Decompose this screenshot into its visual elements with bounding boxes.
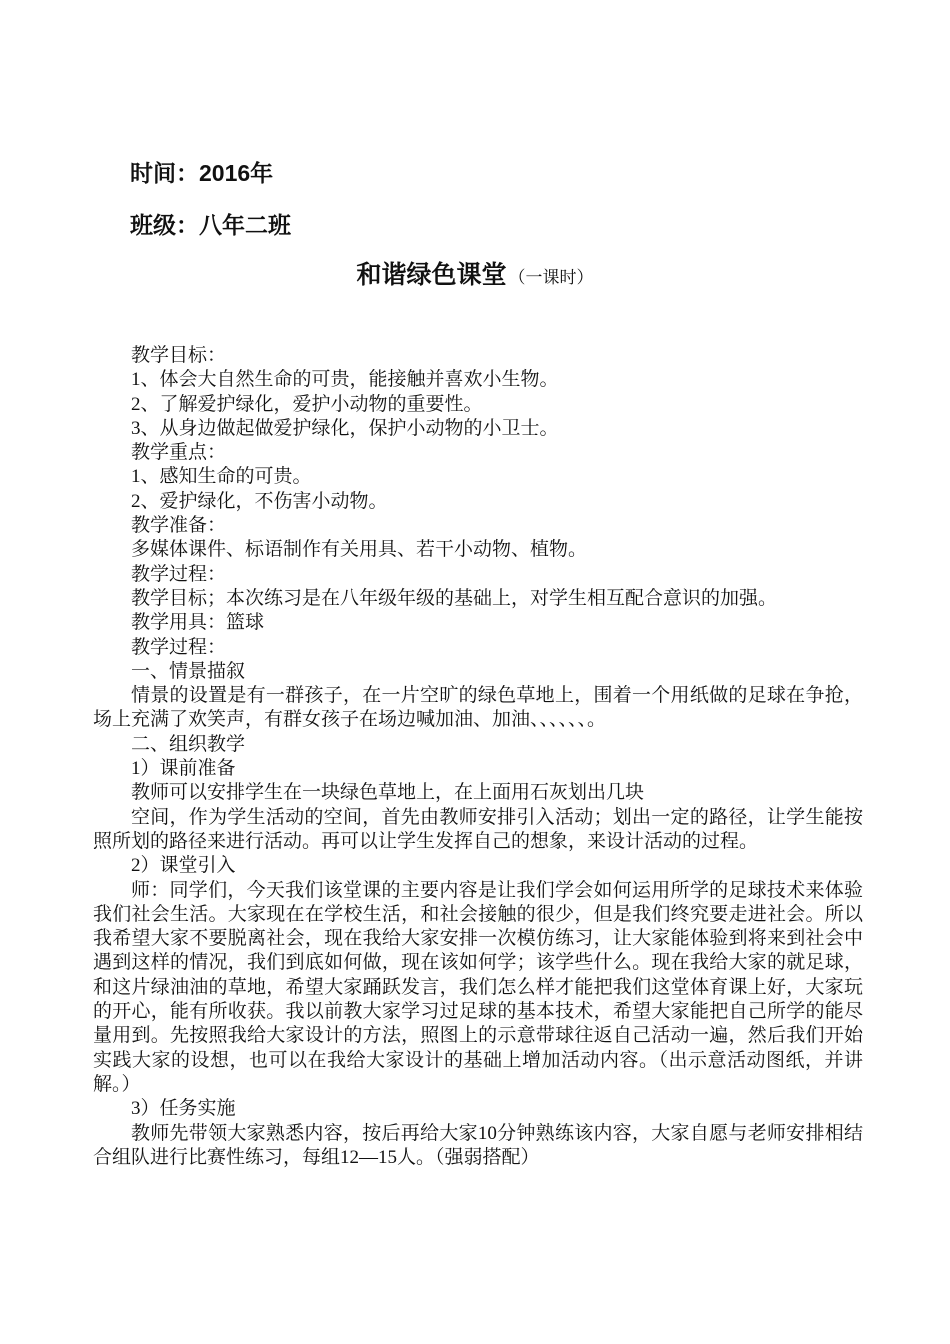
paragraph: 多媒体课件、标语制作有关用具、若干小动物、植物。 — [131, 539, 588, 561]
paragraph: 教师可以安排学生在一块绿色草地上，在上面用石灰划出几块 — [131, 782, 645, 804]
paragraph: 3、从身边做起做爱护绿化，保护小动物的小卫士。 — [131, 417, 559, 439]
paragraph: 空间，作为学生活动的空间，首先由教师安排引入活动；划出一定的路径，让学生能按照所划的路径来进行活动。再可以让学生发挥自己的想象，来设计活动的过程。 — [93, 806, 863, 852]
paragraph: 教学目标： — [131, 345, 227, 366]
paragraph: 一、情景描叙 — [131, 660, 246, 682]
paragraph: 1、感知生命的可贵。 — [131, 466, 312, 488]
paragraph: 教师先带领大家熟悉内容，按后再给大家10分钟熟练该内容，大家自愿与老师安排相结合组队进行比赛性练习，每组12—15人。（强弱搭配） — [93, 1122, 863, 1168]
paragraph: 二、组织教学 — [131, 733, 246, 755]
time-line: 时间：2016年 — [130, 160, 274, 186]
paragraph: 教学重点： — [131, 442, 227, 464]
paragraph: 2、爱护绿化，不伤害小动物。 — [131, 490, 388, 512]
paragraph: 情景的设置是有一群孩子，在一片空旷的绿色草地上，围着一个用纸做的足球在争抢，场上充满了欢笑声，有群女孩子在场边喊加油、加油、、、、、、。 — [93, 685, 863, 731]
paragraph: 教学目标；本次练习是在八年级年级的基础上，对学生相互配合意识的加强。 — [131, 587, 778, 609]
paragraph: 2、了解爱护绿化，爱护小动物的重要性。 — [131, 393, 483, 415]
paragraph: 师：同学们，今天我们该堂课的主要内容是让我们学会如何运用所学的足球技术来体验我们社会生活。大家现在在学校生活，和社会接触的很少，但是我们终究要走进社会。所以我希望大家不要脱离社会，现在我给大家安排一次模仿练习，让大家能体验到将来到社会中遇到这样的情况，我们到底如何做，现在该如何学；该学些什么。现在我给大家的就足球，和这片绿油油的草地，希望大家踊跃发言，我们怎么样才能把我们这堂体育课上好，大家玩的开心，能有所收获。我以前教大家学习过足球的基本技术，希望大家能把自己所学的能尽量用到。先按照我给大家设计的方法，照图上的示意带球往返自己活动一遍，然后我们开始实践大家的设想，也可以在我给大家设计的基础上增加活动内容。（出示意活动图纸，并讲解。） — [93, 879, 863, 1095]
paragraph: 教学过程： — [131, 636, 227, 658]
paragraph: 教学准备： — [131, 515, 227, 537]
paragraph: 教学过程： — [131, 563, 227, 585]
title-subtitle: （一课时） — [508, 268, 594, 287]
body-text — [93, 344, 863, 1170]
document-title — [0, 259, 950, 294]
paragraph: 1）课前准备 — [131, 758, 236, 780]
paragraph: 2）课堂引入 — [131, 855, 236, 877]
paragraph: 3）任务实施 — [131, 1098, 236, 1120]
paragraph: 教学用具：篮球 — [131, 612, 265, 634]
title-main: 和谐绿色课堂 — [356, 261, 507, 289]
class-line: 班级：八年二班 — [130, 212, 291, 238]
paragraph: 1、体会大自然生命的可贵，能接触并喜欢小生物。 — [131, 369, 559, 391]
